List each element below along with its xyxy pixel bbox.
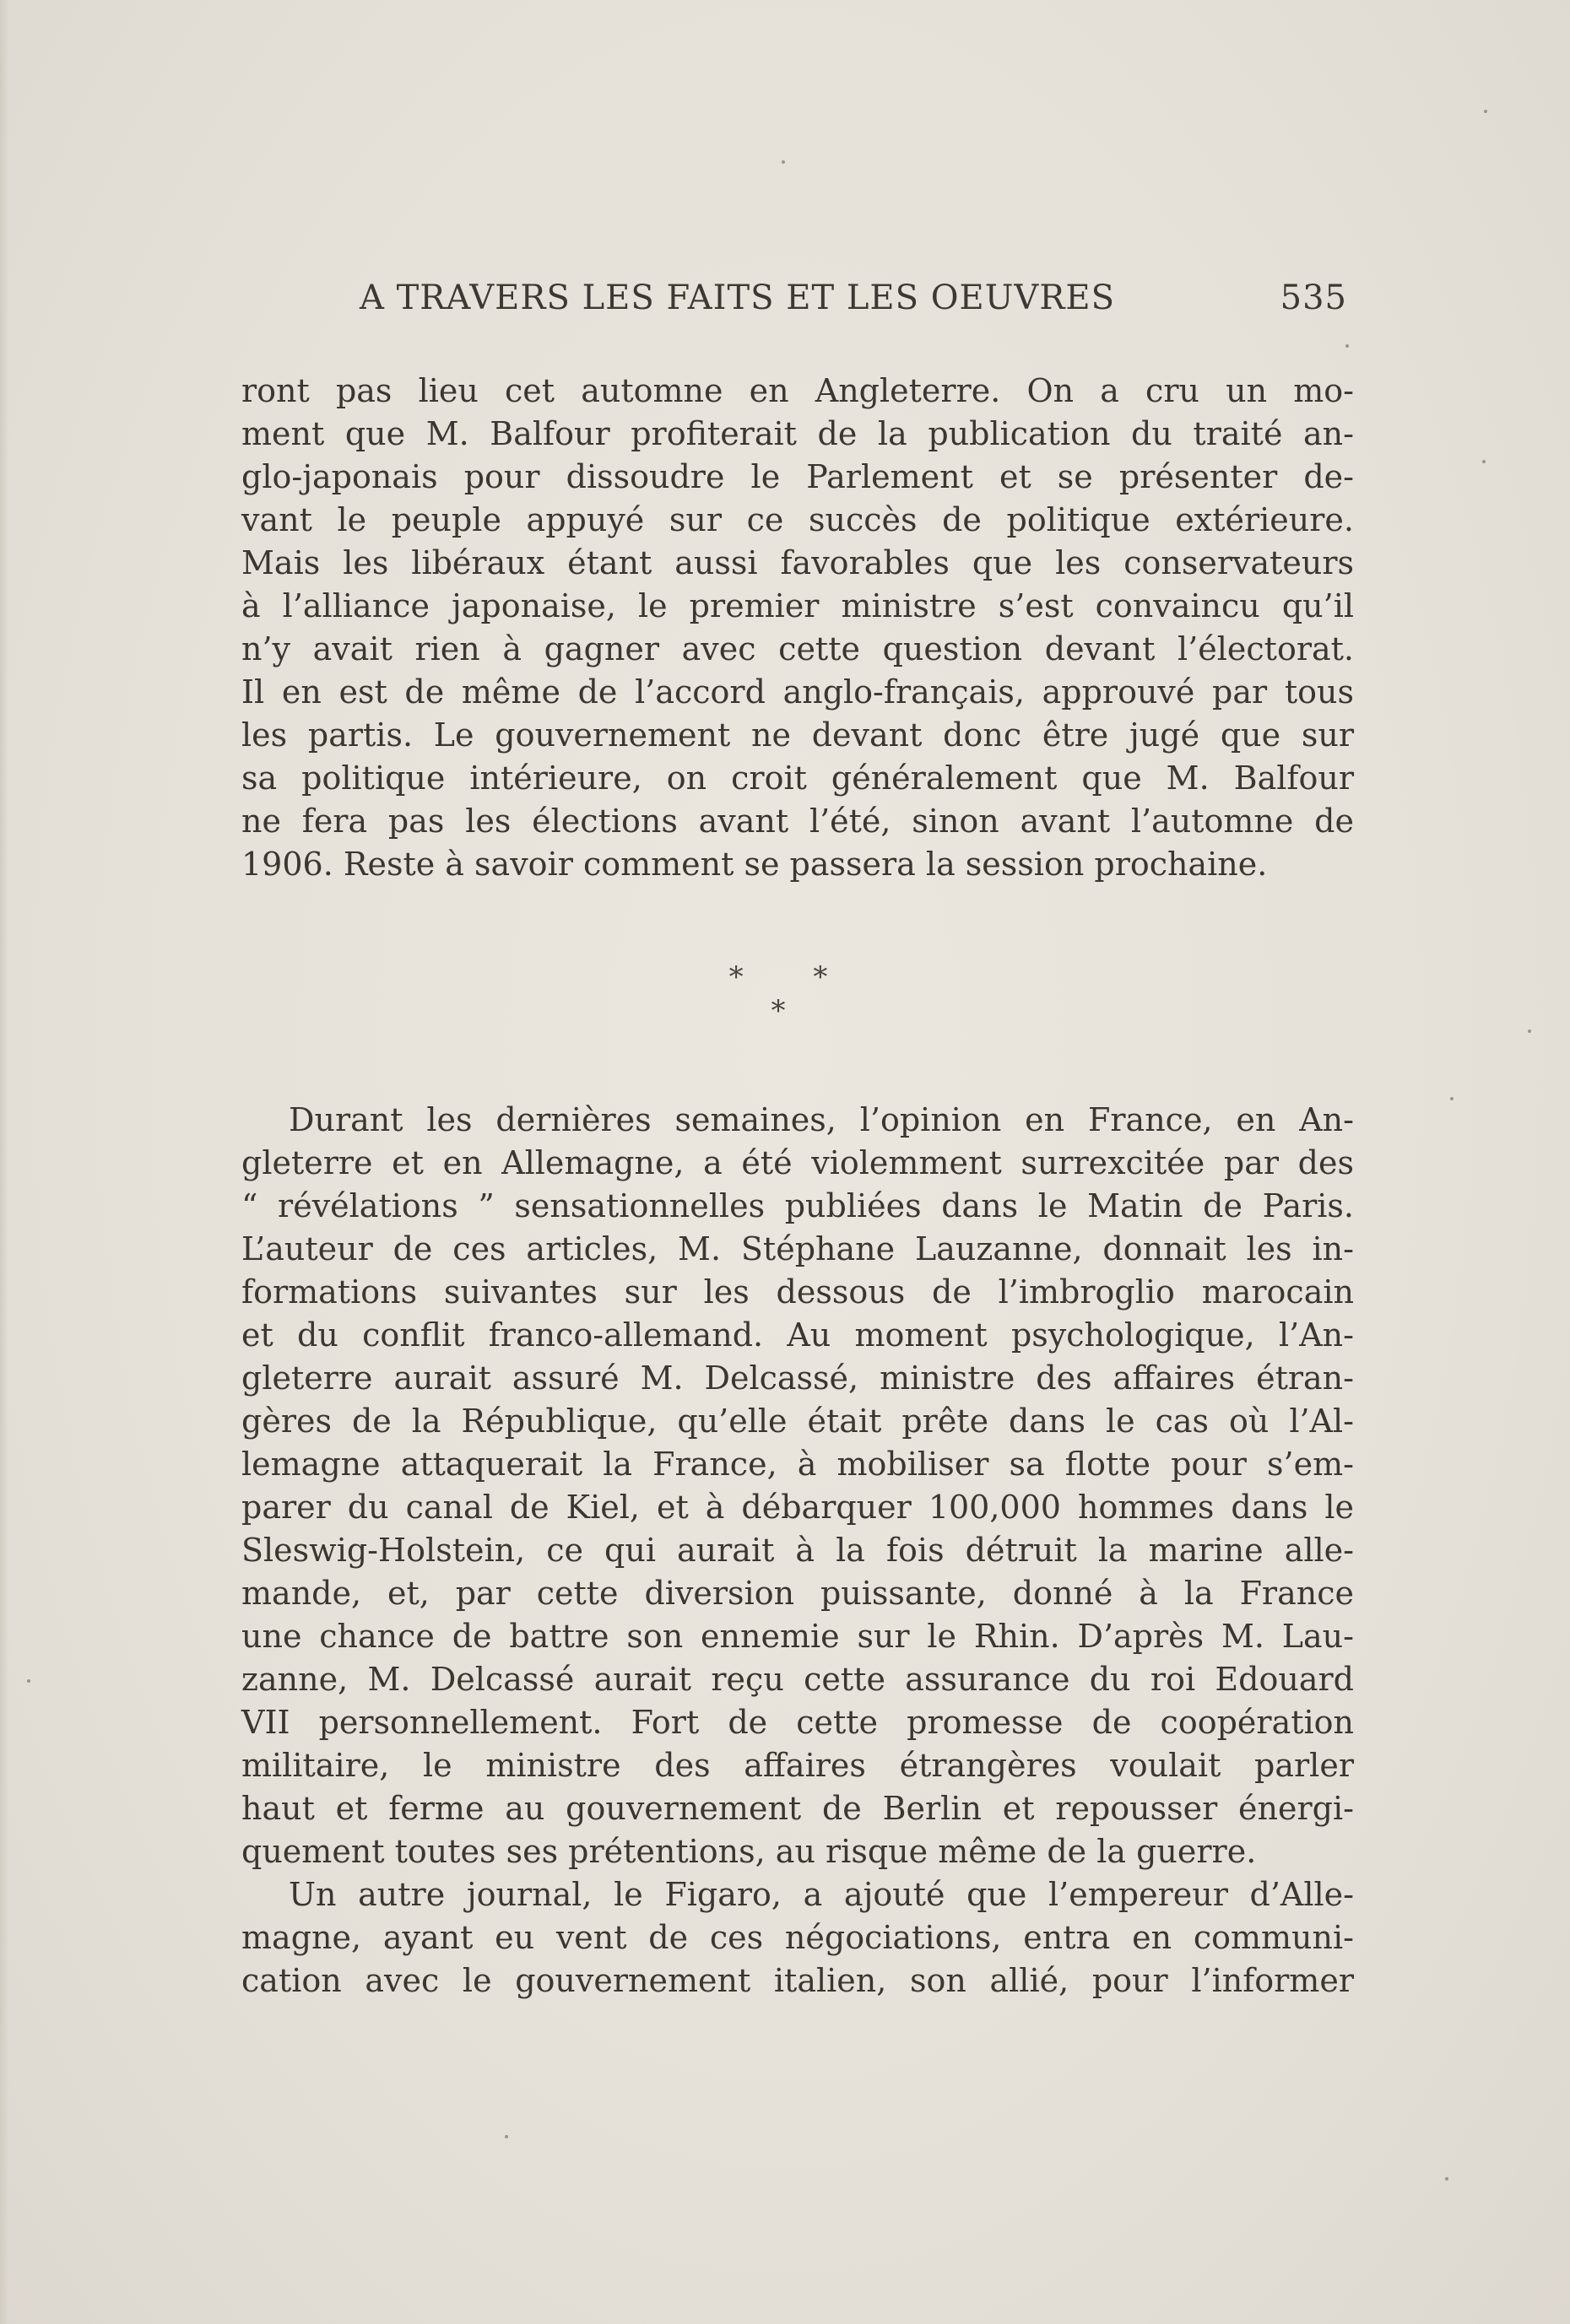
text-line: militaire, le ministre des affaires étrangères voulait parler	[241, 1747, 1354, 1784]
paper-speck	[1345, 344, 1349, 348]
text-line: formations suivantes sur les dessous de l’imbroglio marocain	[241, 1273, 1354, 1311]
text-line: 1906. Reste à savoir comment se passera la session prochaine.	[241, 846, 1268, 883]
paragraph-2	[241, 1099, 1354, 1873]
text-line: zanne, M. Delcassé aurait reçu cette assurance du roi Edouard	[241, 1661, 1354, 1698]
paper-speck	[782, 160, 785, 164]
paper-speck	[27, 1679, 30, 1683]
text-line: Durant les dernières semaines, l’opinion en France, en An-	[289, 1101, 1354, 1138]
text-line: gleterre aurait assuré M. Delcassé, ministre des affaires étran-	[241, 1359, 1354, 1397]
text-line: vant le peuple appuyé sur ce succès de politique extérieure.	[241, 501, 1354, 538]
text-line: ment que M. Balfour profiterait de la publication du traité an-	[241, 415, 1354, 452]
text-line: L’auteur de ces articles, M. Stéphane Lauzanne, donnait les in-	[241, 1230, 1354, 1267]
running-head	[360, 278, 1347, 329]
text-line: Un autre journal, le Figaro, a ajouté que l’empereur d’Alle-	[289, 1876, 1354, 1913]
section-separator: * * *	[728, 960, 858, 1028]
text-line: mande, et, par cette diversion puissante, donné à la France	[241, 1575, 1354, 1612]
text-line: parer du canal de Kiel, et à débarquer 100,000 hommes dans le	[241, 1489, 1354, 1526]
paper-speck	[505, 2135, 508, 2138]
text-line: une chance de battre son ennemie sur le Rhin. D’après M. Lau-	[241, 1618, 1354, 1655]
text-line: les partis. Le gouvernement ne devant donc être jugé que sur	[241, 716, 1354, 754]
text-line: gères de la République, qu’elle était prête dans le cas où l’Al-	[241, 1403, 1354, 1440]
text-line: Mais les libéraux étant aussi favorables que les conservateurs	[241, 544, 1354, 581]
text-line: ne fera pas les élections avant l’été, sinon avant l’automne de	[241, 803, 1354, 840]
running-head-title: A TRAVERS LES FAITS ET LES OEUVRES	[360, 278, 1116, 317]
text-line: Il en est de même de l’accord anglo-français, approuvé par tous	[241, 673, 1354, 711]
page-number: 535	[1280, 278, 1347, 317]
text-line: lemagne attaquerait la France, à mobiliser sa flotte pour s’em-	[241, 1446, 1354, 1483]
paragraph-1	[241, 370, 1354, 886]
text-line: “ révélations ” sensationnelles publiées dans le Matin de Paris.	[241, 1187, 1354, 1224]
text-line: VII personnellement. Fort de cette promesse de coopération	[241, 1704, 1354, 1741]
paper-speck	[1450, 1097, 1454, 1100]
text-line: magne, ayant eu vent de ces négociations, entra en communi-	[241, 1919, 1354, 1956]
text-line: quement toutes ses prétentions, au risque même de la guerre.	[241, 1833, 1257, 1870]
text-line: cation avec le gouvernement italien, son allié, pour l’informer	[241, 1962, 1354, 1999]
text-line: Sleswig-Holstein, ce qui aurait à la fois détruit la marine alle-	[241, 1532, 1354, 1569]
paragraph-3	[241, 1873, 1354, 2002]
text-line: glo-japonais pour dissoudre le Parlement et se présenter de-	[241, 458, 1354, 495]
text-line: et du conflit franco-allemand. Au moment psychologique, l’An-	[241, 1316, 1354, 1354]
text-line: gleterre et en Allemagne, a été violemment surrexcitée par des	[241, 1144, 1354, 1181]
text-line: ront pas lieu cet automne en Angleterre. On a cru un mo-	[241, 372, 1354, 409]
text-line: haut et ferme au gouvernement de Berlin et repousser énergi-	[241, 1790, 1354, 1827]
paper-speck	[1528, 1030, 1531, 1033]
page-edge-shadow	[0, 0, 8, 2324]
text-line: à l’alliance japonaise, le premier ministre s’est convaincu qu’il	[241, 587, 1354, 624]
paper-speck	[1482, 460, 1486, 463]
text-line: n’y avait rien à gagner avec cette question devant l’électorat.	[241, 630, 1354, 667]
text-line: sa politique intérieure, on croit généralement que M. Balfour	[241, 759, 1354, 797]
paper-speck	[1484, 110, 1487, 113]
paper-speck	[1445, 2177, 1448, 2181]
